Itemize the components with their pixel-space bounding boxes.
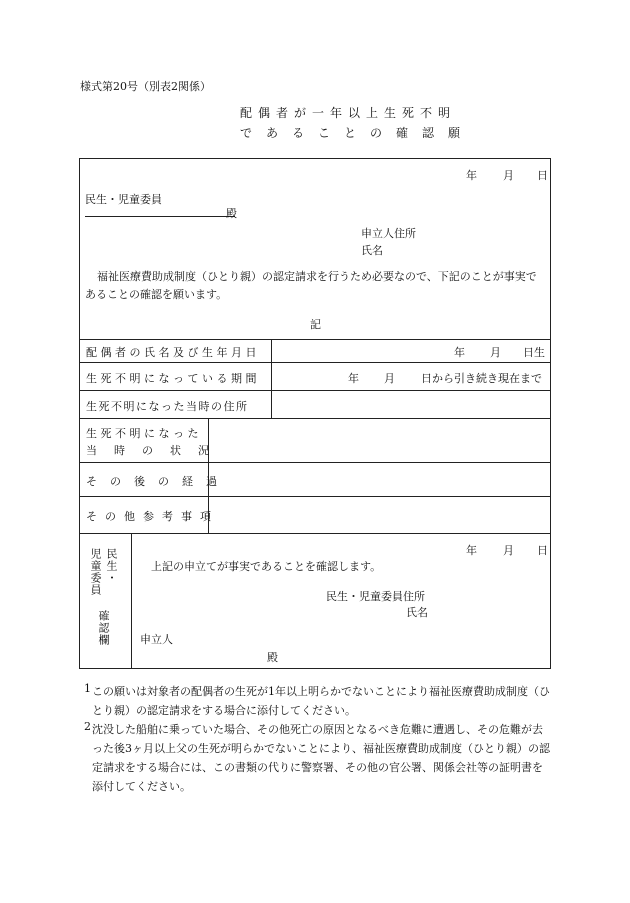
situation-label-line-1: 生死不明になった (86, 427, 202, 440)
situation-label-line-2: 当時の状況 (86, 444, 226, 457)
row-rule-1 (79, 339, 551, 340)
confirm-side-col3: 確認欄 (97, 610, 110, 646)
col-rule-confirm (131, 533, 132, 669)
note-number-1: 1 (84, 682, 91, 695)
confirm-date-day: 日 (537, 544, 548, 557)
period-suffix: 日から引き続き現在まで (421, 372, 542, 385)
date-year: 年 (466, 169, 477, 182)
row-rule-4 (79, 418, 551, 419)
title-line-2: であることの確認願 (240, 126, 475, 140)
date-month: 月 (503, 169, 514, 182)
confirm-applicant-label: 申立人 (140, 633, 173, 646)
confirm-date-month: 月 (503, 544, 514, 557)
missing-period-label: 生死不明になっている期間 (86, 372, 260, 385)
confirm-side-col2: 児童委員 (89, 548, 102, 596)
other-label: その他参考事項 (86, 510, 219, 523)
period-year: 年 (348, 372, 359, 385)
applicant-address-label: 申立人住所 (361, 227, 416, 240)
form-number: 様式第20号（別表2関係） (80, 80, 211, 93)
row-rule-7 (79, 533, 551, 534)
confirm-statement: 上記の申立てが事実であることを確認します。 (151, 560, 382, 573)
note-text-2: 沈没した船舶に乗っていた場合、その他死亡の原因となるべき危難に遭遇し、その危難が去った後3ヶ月以上父の生死が明らかでないことにより、福祉医療費助成制度（ひとり親）の認定請求をする場合には、この書類の代りに警察署、その他の官公署、関係会社等の証明書を添付してください。 (92, 723, 550, 793)
period-month: 月 (384, 372, 395, 385)
row-rule-3 (79, 390, 551, 391)
note-text-1: この願いは対象者の配偶者の生死が1年以上明らかでないことにより福祉医療費助成制度（ひとり親）の認定請求をする場合に添付してください。 (92, 685, 550, 717)
progress-label: その後の経過 (86, 475, 230, 488)
birth-month: 月 (490, 346, 501, 359)
date-day: 日 (537, 169, 548, 182)
birth-day: 日生 (523, 346, 545, 359)
addressee: 民生・児童委員 (85, 193, 162, 206)
missing-address-label: 生死不明になった当時の住所 (86, 400, 249, 413)
addressee-honorific: 殿 (226, 207, 237, 220)
confirm-side-col1: 民生・ (105, 548, 118, 584)
applicant-name-label: 氏名 (361, 244, 383, 257)
col-rule-wide (271, 339, 272, 418)
addressee-underline (85, 216, 235, 217)
confirm-honorific: 殿 (267, 651, 278, 664)
request-text: 福祉医療費助成制度（ひとり親）の認定請求を行うため必要なので、下記のことが事実であることの確認を願います。 (85, 270, 537, 301)
ki-label: 記 (310, 318, 321, 331)
note-number-2: 2 (84, 720, 91, 733)
confirm-date-year: 年 (466, 544, 477, 557)
spouse-name-label: 配偶者の氏名及び生年月日 (86, 346, 260, 359)
row-rule-5 (79, 462, 551, 463)
title-line-1: 配偶者が一年以上生死不明 (240, 106, 457, 120)
birth-year: 年 (454, 346, 465, 359)
row-rule-6 (79, 496, 551, 497)
commissioner-address-label: 民生・児童委員住所 (326, 590, 425, 603)
commissioner-name-label: 氏名 (406, 606, 428, 619)
row-rule-2 (79, 362, 551, 363)
